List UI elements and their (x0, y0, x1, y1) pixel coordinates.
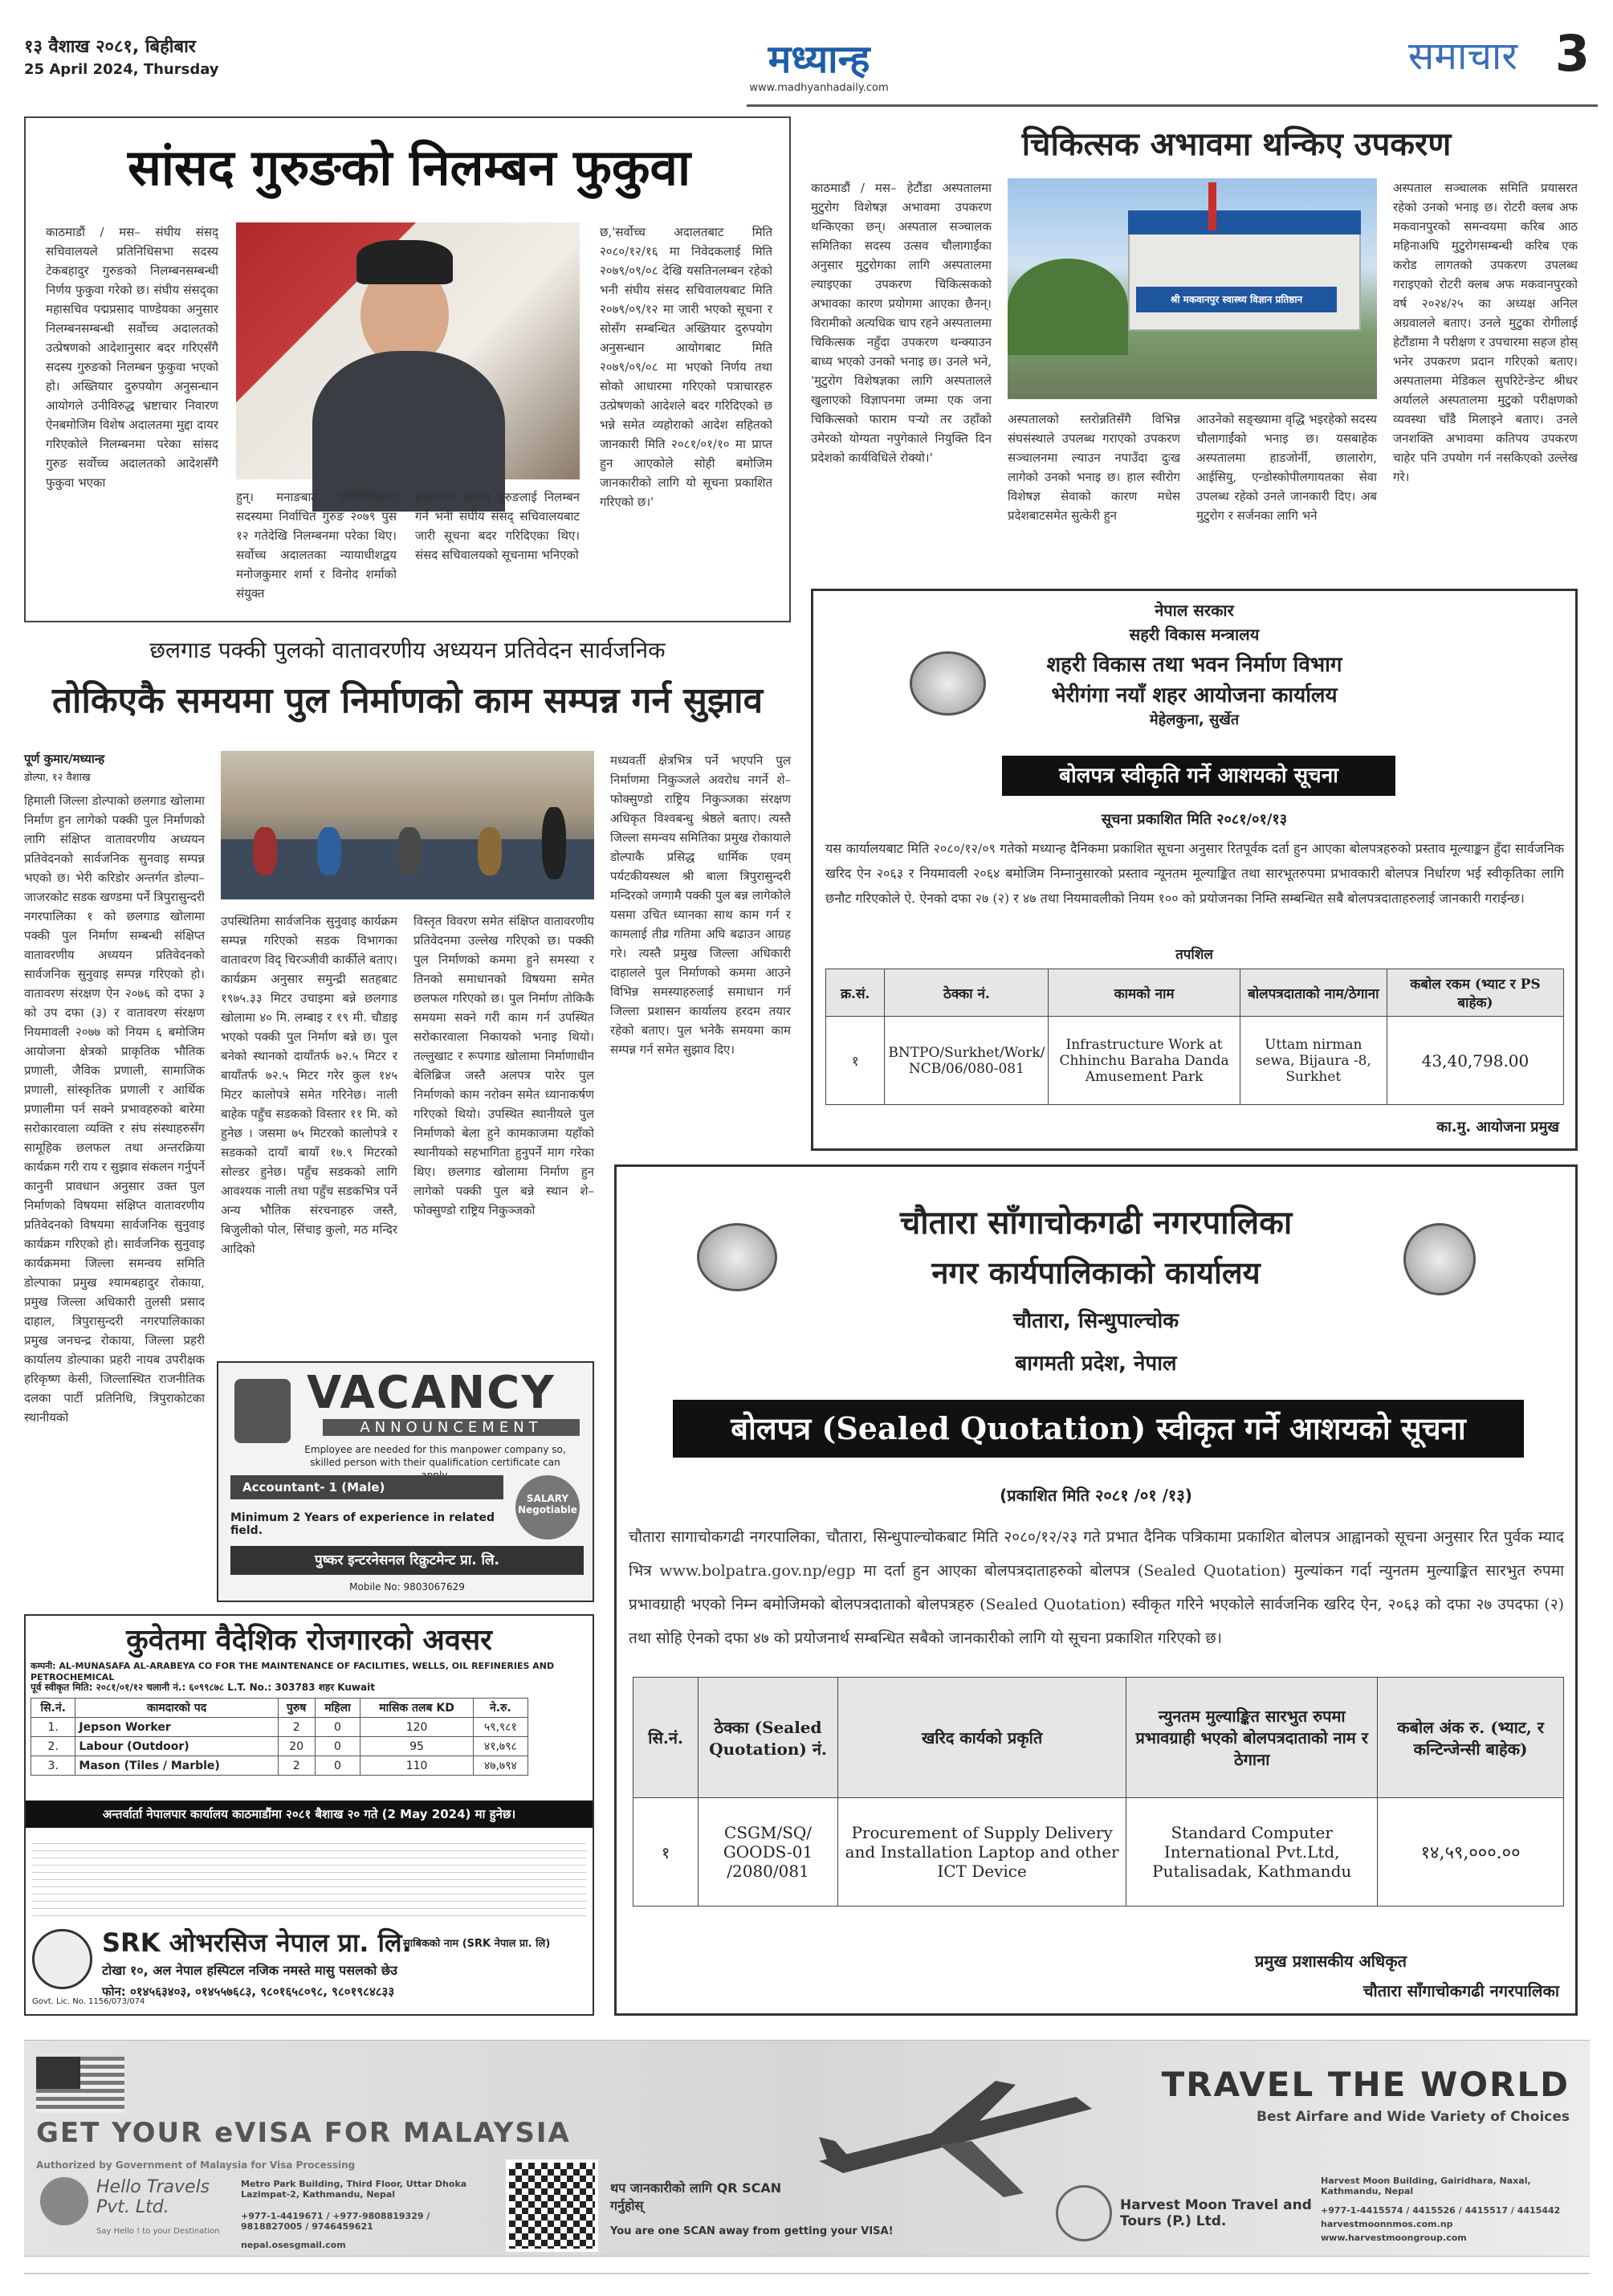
table-cell: 95 (360, 1737, 473, 1756)
article-column: अस्पताल सञ्चालक समिति प्रयासरत रहेको उनको भनाइ छ। रोटरी क्लब अफ मकवानपुरको समन्वयमा करिब आठ महिनाअघि मुटुरोगसम्बन्धी करिब एक करोड लागतको उपकरण उपलब्ध गराइएको रोटरी क्लब अफ मकवानपुरको वर्ष २०२४/२५ का अध्यक्ष अनिल अग्रवालले बताए। उनले मुटुका रोगीलाई हेटौंडामा नै परीक्षण र उपचारमा सहज होस् भनेर उपकरण प्रदान गरिएको बताए। अस्पतालमा मेडिकल सुपरिटेन्डेन्ट श्रीधर अर्यालले अस्पतालमा मुटुको परीक्षणको व्यवस्था चाँडै मिलाइने बताए। उनले जनशक्ति अभावमा कतिपय उपकरण चाहेर पनि उपयोग गर्न नसकिएको उल्लेख गरे। (1393, 181, 1578, 484)
vacancy-requirement: Minimum 2 Years of experience in related field. (230, 1511, 495, 1537)
page-number: 3 (1554, 24, 1590, 83)
tender-notice-chautara (614, 1164, 1578, 2016)
notice-line: नगर कार्यपालिकाको कार्यालय (931, 1254, 1261, 1291)
table-header: महिला (315, 1699, 360, 1718)
chair-icon (234, 1379, 291, 1443)
agency-alias: साबिकको नाम (SRK नेपाल प्रा. लि) (403, 1938, 551, 1950)
table-cell: १४,५९,०००.०० (1378, 1798, 1564, 1907)
table-cell: Procurement of Supply Delivery and Installation Laptop and other ICT Device (837, 1798, 1126, 1907)
table-cell: ४१,७९८ (473, 1737, 527, 1756)
table-header: खरिद कार्यको प्रकृति (837, 1678, 1126, 1798)
table-cell: १ (826, 1017, 885, 1105)
travel-world-headline: TRAVEL THE WORLD (1161, 2065, 1570, 2104)
table-cell: 0 (315, 1718, 360, 1737)
evisa-headline: GET YOUR eVISA FOR MALAYSIA (36, 2117, 571, 2149)
article-column: विस्तृत विवरण समेत संक्षिप्त वातावरणीय प्रतिवेदनमा उल्लेख गरिएको छ। पक्की पुल निर्माणको कममा हुने समस्या र तिनको समाधानको विषयमा समेत छलफल गरिएको छ। पुल निर्माण तोकिकै समयमा सक्ने गरी काम गर्न उपस्थित सरोकारवाला निकायको भनाइ थियो। तल्लुखाट र रूपगाड खोलामा निर्माणाधीन बेलिब्रिज जस्तै अलपत्र पारेर पुल निर्माणको काम नरोक्न समेत ध्यानाकर्षण गरिएको थियो। उपस्थित स्थानीयले पुल निर्माणको बेला हुने कामकाजमा यहाँको स्थानीयको सहभागिता हुनुपर्ने माग गरेका थिए। छलगाड खोलामा निर्माण हुन लागेको पक्की पुल बन्ने स्थान शे–फोक्सुण्डो राष्ट्रिय निकुञ्जको (413, 914, 594, 1217)
harvest-moon-name: Harvest Moon Travel and Tours (P.) Ltd. (1120, 2197, 1312, 2229)
table-cell: 2 (278, 1718, 315, 1737)
vacancy-position: Accountant- 1 (Male) (230, 1475, 503, 1499)
hello-travels-logo-icon (40, 2177, 88, 2225)
public-hearing-photo (221, 751, 594, 899)
kuwait-company: कम्पनी: AL-MUNASAFA AL-ARABEYA CO FOR THE MAINTENANCE OF FACILITIES, WELLS, OIL REFINERIES AND PETROCHEMICAL (31, 1661, 555, 1682)
notice-line: नेपाल सरकार (1155, 601, 1234, 620)
article-column: हिमाली जिल्ला डोल्पाको छलगाड खोलामा निर्माण हुन लागेको पक्की पुल निर्माणको लागि संक्षिप्त वातावरणीय अध्ययन प्रतिवेदनको सार्वजनिक सुनवाइ सम्पन्न भएको छ। भेरी करिडोर अन्तर्गत डोल्पा–जाजरकोट सडक खण्डमा पर्ने त्रिपुरासुन्दरी नगरपालिका १ को छलगाड खोलामा पक्की पुल निर्माण सम्बन्धी संक्षिप्त वातावरणीय अध्ययन प्रतिवेदनको सार्वजनिक सुनुवाइ सम्पन्न गरिएको हो। वातावरण संरक्षण ऐन २०७६ को दफा ३ को उप दफा (३) र वातावरण संरक्षण नियमावली २०७७ को नियम ६ बमोजिम आयोजना क्षेत्रको प्राकृतिक भौतिक प्रणाली, जैविक प्रणाली, सामाजिक प्रणाली, सांस्कृतिक प्रणाली र आर्थिक प्रणालीमा पर्न सक्ने प्रभावहरुको बारेमा सरोकारवाला व्यक्ति र संघ संस्थाहरुसँग सामूहिक छलफल तथा अन्तरक्रिया कार्यक्रम गरी राय र सुझाव संकलन गर्नुपर्ने कानुनी प्रावधान अनुसार उक्त पुल निर्माणको विषयमा संक्षिप्त वातावरणीय प्रतिवेदनको विषयमा सार्वजनिक सुनुवाइ कार्यक्रम गरिएको हो। सार्वजनिक सुनुवाइ कार्यक्रममा जिल्ला समन्वय समिति डोल्पाका प्रमुख श्यामबहादुर रोकाया, प्रमुख जिल्ला अधिकारी तुलसी प्रसाद दाहाल, त्रिपुरासुन्दरी नगरपालिकाका प्रमुख जनचन्द्र रोकाया, जिल्ला प्रहरी कार्यालय डोल्पाका प्रहरी नायब उपरीक्षक हरिकृष्ण केसी, जिल्लास्थित राजनीतिक दलका पार्टी प्रतिनिधि, त्रिपुराकोटका स्थानीयको (24, 793, 205, 1425)
newspaper-url[interactable]: www.madhyanhadaily.com (749, 82, 889, 94)
table-cell: 1. (31, 1718, 75, 1737)
article-byline: पूर्ण कुमार/मध्यान्ह (24, 752, 105, 766)
table-cell: 0 (315, 1737, 360, 1756)
notice-signature: चौतारा साँगाचोकगढी नगरपालिका (1362, 1981, 1559, 2000)
table-cell: Mason (Tiles / Marble) (75, 1756, 278, 1776)
evisa-authorized: Authorized by Government of Malaysia for Visa Processing (36, 2159, 356, 2171)
table-cell: 3. (31, 1756, 75, 1776)
agency-phone: फोन: ०१४५६३४०३, ०१४५५७६८३, ९८०१६५८०९८, ९८०१९८४८३३ (102, 1984, 395, 1999)
vacancy-subtitle: ANNOUNCEMENT (323, 1419, 580, 1436)
table-cell: 0 (315, 1756, 360, 1776)
notice-line: चौतारा साँगाचोकगढी नगरपालिका (899, 1204, 1293, 1242)
table-header: बोलपत्रदाताको नाम/ठेगाना (1240, 969, 1387, 1017)
article-dateline: डोल्पा, १२ वैशाख (24, 772, 91, 784)
agency-address: टोखा १०, अल नेपाल हस्पिटल नजिक नमस्ते मासु पसलको छेउ (102, 1963, 397, 1978)
notice-body: चौतारा सागाचोकगढी नगरपालिका, चौतारा, सिन्धुपाल्चोकबाट मिति २०८०/१२/२३ गते प्रभात दैनिक पत्रिकामा प्रकाशित बोलपत्र आह्वानको सूचना अनुसार रित पुर्वक म्याद भित्र www.bolpatra.gov.np/egp मा दर्ता हुन आएका बोलपत्रदाताहरुको बोलपत्र (Sealed Quotation) मुल्यांकन गर्दा न्युनतम मुल्याङ्कित सारभुत रुपमा प्रभावग्राही भएको निम्न बमोजिमको बोलपत्रदाताको बोलपत्रहरु (Sealed Quotation) स्वीकृत गरिने भएकोले सार्वजनिक खरिद ऐन, २०६३ को दफा २७ उपदफा (२) तथा सोहि ऐनको दफा ४७ को प्रयोजनार्थ सम्बन्धित सबैको जानकारीको लागि यो सूचना प्रकाशित गरिएको छ। (629, 1528, 1564, 1647)
airplane-icon (811, 2065, 1100, 2201)
travel-world-subtitle: Best Airfare and Wide Variety of Choices (1257, 2109, 1570, 2125)
notice-line: बागमती प्रदेश, नेपाल (1015, 1352, 1177, 1376)
salary-badge: SALARY Negotiable (515, 1475, 580, 1540)
table-cell: १ (633, 1798, 699, 1907)
table-header: कबोल रकम (भ्याट र PS बाहेक) (1387, 969, 1563, 1017)
article-column: उपस्थितिमा सार्वजनिक सुनुवाइ कार्यक्रम सम्पन्न गरिएको सडक विभागका वातावरण विद् चिरञ्जीवी कार्कीले बताए। कार्यक्रम अनुसार समुन्द्री सतहबाट १९७५.३३ मिटर उचाइमा बन्ने छलगाड खोलामा ४० मि. लम्बाइ र १९ मी. चौडाइ भएको पक्की पुल निर्माण बन्ने छ। पुल बनेको स्थानको दायाँतर्फ ७२.५ मिटर र बायाँतर्फ ७२.५ मिटर गरेर कुल १४५ मिटर कालोपत्रे समेत गरिनेछ। नाली बाहेक पहुँच सडकको विस्तार ११ मि. को हुनेछ । जसमा ७५ मिटरको कालोपत्रे र सडकको दायाँ बायाँ १७.९ मिटरको सोल्डर हुनेछ। पहुँच सडकको लागि आवश्यक नाली तथा पहुँच सडकभित्र पर्ने अन्य भौतिक संरचनाहरु जस्तै, बिजुलीको पोल, सिंचाइ कुलो, मठ मन्दिर आदिको (221, 914, 397, 1256)
harvest-moon-address: Harvest Moon Building, Gairidhara, Naxal, Kathmandu, Nepal (1321, 2176, 1531, 2196)
tender-notice-surkhet (811, 589, 1578, 1151)
article-kicker: छलगाड पक्की पुलको वातावरणीय अध्ययन प्रतिवेदन सार्वजनिक (149, 637, 666, 663)
hospital-photo (1008, 178, 1377, 399)
article-column: अस्पतालको स्तरोन्नतिसँगै विभिन्न संघसंस्थाले उपलब्ध गराएको उपकरण सञ्चालनमा ल्याउन नपाउँदा दुःख लागेको उनको भनाइ छ। हाल स्वीरोग विशेषज्ञ सेवाको कारण मधेस प्रदेशबाटसमेत सुत्केरी हुन (1008, 412, 1180, 523)
table-cell: 2 (278, 1756, 315, 1776)
header-rule (747, 104, 1598, 107)
table-cell: ४७,७९४ (473, 1756, 527, 1776)
article-headline: सांसद गुरुङको निलम्बन फुकुवा (127, 138, 691, 197)
table-header: कामको नाम (1049, 969, 1240, 1017)
notice-line: शहरी विकास तथा भवन निर्माण विभाग (1046, 653, 1342, 677)
table-cell: 110 (360, 1756, 473, 1776)
harvest-moon-email[interactable]: harvestmoonnmos.com.np (1321, 2219, 1453, 2229)
agency-name: SRK ओभरसिज नेपाल प्रा. लि. (102, 1927, 412, 1958)
table-cell: 2. (31, 1737, 75, 1756)
masthead (24, 24, 1590, 112)
article-column: काठमाडौं / मस– हेटौंडा अस्पतालमा मुटुरोग विशेषज्ञ अभावमा उपकरण थन्किएका छन्। अस्पताल सञ्चालक समितिका सदस्य उत्सव चौलागाईंका अनुसार मुटुरोगका लागि अस्पतालमा ल्याइएका उपकरण चिकित्सकको अभावका कारण प्रयोगमा आएका छैनन्। विरामीको अत्यधिक चाप रहने अस्पतालमा चिकित्सक नहुँदा उपकरण थन्क्याउन बाध्य भएको उनको भनाइ छ। उनले भने, 'मुटुरोग विशेषज्ञका लागि अस्पतालले खुलाएको विज्ञापनमा जम्मा एक जना चिकित्सको फाराम पऱ्यो तर उहाँको उमेरको योग्यता नपुगेकाले नियुक्ति दिन प्रदेशको कार्यविधिले रोक्यो।' (811, 181, 992, 465)
article-column: मध्यवर्ती क्षेत्रभित्र पर्ने भएपनि पुल निर्माणमा निकुञ्जले अवरोध नगर्ने शे–फोक्सुण्डो राष्ट्रिय निकुञ्जका संरक्षण अधिकृत विश्वबन्धु श्रेष्ठले बताए। त्यस्तै जिल्ला समन्वय समितिका प्रमुख रोकायाले डोल्पाकै प्रसिद्ध धार्मिक एवम् पर्यटकीयस्थल श्री बाला त्रिपुरासुन्दरी मन्दिरको जग्गामै पक्की पुल बन्न लागेकोले यसमा उचित ध्यानका साथ काम गर्न र कामलाई तीव्र गतिमा अघि बढाउन आग्रह गरे। त्यस्तै प्रमुख जिल्ला अधिकारी दाहालले पुल निर्माणको कममा आउने विभिन्न समस्याहरुलाई समाधान गर्न जिल्ला प्रशासन कार्यालय हरदम तयार रहेको बताए। पुल भनेकै समयमा काम सम्पन्न गर्न समेत सुझाव दिए। (610, 753, 791, 1057)
table-cell: ५९,९८१ (473, 1718, 527, 1737)
harvest-moon-phone: +977-1-4415574 / 4415526 / 4415517 / 4415442 (1321, 2205, 1561, 2216)
hello-travels-brand: Hello Travels Pvt. Ltd. (96, 2177, 210, 2217)
table-cell: 20 (278, 1737, 315, 1756)
table-header: सि.नं. (633, 1678, 699, 1798)
hello-travels-email: nepal.osesgmail.com (241, 2240, 346, 2250)
newspaper-logo: मध्यान्ह (768, 37, 870, 82)
kuwait-fine-print (32, 1837, 586, 1917)
vacancy-text: Employee are needed for this manpower company so, skilled person with their qualification certificate can (304, 1444, 566, 1468)
article-headline: चिकित्सक अभावमा थन्किए उपकरण (1021, 125, 1452, 163)
table-header: सि.नं. (31, 1699, 75, 1718)
notice-signature: प्रमुख प्रशासकीय अधिकृत (1255, 1951, 1407, 1971)
table-header: ने.रु. (473, 1699, 527, 1718)
notice-line: भेरीगंगा नयाँ शहर आयोजना कार्यालय (1051, 683, 1338, 708)
notice-title-bar: बोलपत्र (Sealed Quotation) स्वीकृत गर्ने आशयको सूचना (673, 1400, 1524, 1458)
travel-ad-band (24, 2040, 1590, 2257)
table-cell: 43,40,798.00 (1387, 1017, 1563, 1105)
notice-line: मेहेलकुना, सुर्खेत (1149, 712, 1240, 728)
article-column: काठमाडौं / मस– संघीय संसद् सचिवालयले प्रतिनिधिसभा सदस्य टेकबहादुर गुरुङको निलम्बनसम्बन्धी निर्णय फुकुवा गरेको छ। संघीय संसद्का महासचिव पद्मप्रसाद पाण्डेयका अनुसार निलम्बनसम्बन्धी सर्वोच्च अदालतको उत्प्रेषणको आदेशानुसार बदर गरिएसँगै सदस्य गुरुङको निलम्बन फुकुवा भएको हो। अख्तियार दुरुपयोग अनुसन्धान आयोगले उनीविरुद्ध भ्रष्टाचार निवारण ऐनबमोजिम विशेष अदालतमा मुद्दा दायर गरिएकोले निलम्बनमा परेका सांसद गुरुङ सर्वोच्च अदालतको आदेशसँगै फुकुवा भएका (46, 225, 218, 490)
table-header: ठेक्का (Sealed Quotation) नं. (699, 1678, 838, 1798)
vacancy-ad (217, 1361, 594, 1602)
table-cell: Jepson Worker (75, 1718, 278, 1737)
harvest-moon-logo-icon (1056, 2185, 1112, 2241)
notice-line: सहरी विकास मन्त्रालय (1129, 625, 1260, 644)
footer-rule (24, 2273, 1590, 2274)
article-column: हुन्। मनाङबाट प्रतिनिधिसभा सदस्यमा निर्वाचित गुरुङ २०७९ पुस १२ गतेदेखि निलम्बनमा परेका थिए। सर्वोच्च अदालतका न्यायाधीशद्वय मनोजकुमार शर्मा र विनोद शर्माको संयुक्त (236, 490, 397, 601)
vacancy-title: VACANCY (307, 1367, 556, 1419)
article-column: आउनेको सङ्ख्यामा वृद्धि भइरहेको सदस्य चौलागाईंको भनाइ छ। यसबाहेक अस्पतालमा हाडजोर्नी, छालारोग, आईसियु, एन्डोस्कोपीलगायतका सेवा उपलब्ध रहेको उनले जानकारी दिए। अब मुटुरोग र सर्जनका लागि भने (1196, 412, 1377, 523)
table-cell: CSGM/SQ/ GOODS-01 /2080/081 (699, 1798, 838, 1907)
notice-table (825, 969, 1564, 1105)
notice-title-bar: बोलपत्र स्वीकृति गर्ने आशयको सूचना (1002, 756, 1395, 796)
agency-logo-icon (32, 1929, 92, 1989)
hello-travels-tagline: Say Hello ! to your Destination (96, 2227, 220, 2236)
notice-table (633, 1677, 1564, 1907)
kuwait-interview: अन्तर्वार्ता नेपालपार कार्यालय काठमाडौंमा २०८१ बैशाख २० गते (2 May 2024) मा हुनेछ। (26, 1801, 593, 1828)
kuwait-job-ad (24, 1614, 594, 2016)
table-header: ठेक्का नं. (885, 969, 1049, 1017)
kuwait-title: कुवेतमा वैदेशिक रोजगारको अवसर (126, 1623, 492, 1657)
article-column: छ,'सर्वोच्च अदालतबाट मिति २०८०/१२/१६ मा निवेदकलाई मिति २०७९/०९/०८ देखि यसतिनलम्बन रहेको भनी संघीय संसद सचिवालयबाट मिति २०७९/०९/१२ मा जारी भएको सूचना र सोसँग सम्बन्धित अख्तियार दुरुपयोग अनुसन्धान आयोगबाट मिति २०७९/०९/०८ मा भएको निर्णय तथा सोको आधारमा गरिएको पत्राचारहरु उत्प्रेषणको आदेशले बदर गरिदिएको छ भन्ने समेत व्यहोराको आदेश सहितको जानकारी मिति २०८१/०१/१० मा प्राप्त हुन आएकोले सोही बमोजिम जानकारीको लागि यो सूचना प्रकाशित गरिएको छ।' (600, 225, 772, 509)
malaysia-flag-icon (36, 2057, 124, 2113)
agency-license: Govt. Lic. No. 1156/073/074 (32, 1997, 145, 2006)
table-header: क्र.सं. (826, 969, 885, 1017)
table-cell: Uttam nirman sewa, Bijaura -8, Surkhet (1240, 1017, 1387, 1105)
article-headline: तोकिएकै समयमा पुल निर्माणको काम सम्पन्न गर्न सुझाव (51, 680, 764, 721)
vacancy-mobile: Mobile No: 9803067629 (349, 1581, 465, 1593)
notice-body: यस कार्यालयबाट मिति २०८०/१२/०९ गतेको मध्यान्ह दैनिकमा प्रकाशित सूचना अनुसार रितपूर्वक दर्ता हुन आएका बोलपत्रहरुको प्रस्ताव मूल्याङ्कन हुँदा सार्वजनिक खरिद ऐन २०६३ र नियमावली २०६४ बमोजिम निम्नानुसारको प्रस्ताव न्यूनतम मूल्याङ्कित तथा सारभूतरुपमा प्रभावकारी बोलपत्र निर्धारण भई स्वीकृतिका लागि छनौट गरिएकोले ऐ. ऐनको दफा २७ (२) र ४७ तथा नियमावलीको नियम १०० को प्रयोजनका निम्ति सम्बन्धित सबै बोलपत्रदाताहरुलाई जानकारी गराईन्छ। (825, 841, 1564, 906)
table-header: कबोल अंक रु. (भ्याट, र कन्टिन्जेन्सी बाहेक) (1378, 1678, 1564, 1798)
table-cell: BNTPO/Surkhet/Work/ NCB/06/080-081 (885, 1017, 1049, 1105)
qr-code-icon[interactable] (506, 2159, 598, 2252)
table-cell: Standard Computer International Pvt.Ltd, Putalisadak, Kathmandu (1126, 1798, 1378, 1907)
hello-travels-phone: +977-1-4419671 / +977-9808819329 / 9818827005 / 9746459621 (241, 2211, 430, 2232)
notice-table-label: तपशिल (1175, 947, 1213, 963)
hello-travels-address: Metro Park Building, Third Floor, Uttar Dhoka Lazimpat-2, Kathmandu, Nepal (241, 2179, 467, 2200)
notice-publish-date: (प्रकाशित मिति २०८१ /०१ /१३) (1000, 1486, 1192, 1505)
section-label: समाचार (1407, 34, 1517, 79)
hospital-sign: श्री मकवानपुर स्वास्थ्य विज्ञान प्रतिष्ठान (1136, 287, 1337, 312)
qr-label: थप जानकारीको लागि QR SCAN गर्नुहोस् (610, 2180, 782, 2213)
table-header: न्युनतम मुल्याङ्कित सारभुत रुपमा प्रभावग्राही भएको बोलपत्रदाताको नाम र ठेगाना (1126, 1678, 1378, 1798)
harvest-moon-website[interactable]: www.harvestmoongroup.com (1321, 2233, 1467, 2243)
notice-signature: का.मु. आयोजना प्रमुख (1436, 1119, 1559, 1136)
table-header: कामदारको पद (75, 1699, 278, 1718)
vacancy-company: पुष्कर इन्टरनेसनल रिक्रुटमेन्ट प्रा. लि. (230, 1546, 584, 1575)
table-cell: 120 (360, 1718, 473, 1737)
table-cell: Labour (Outdoor) (75, 1737, 278, 1756)
table-header: पुरुष (278, 1699, 315, 1718)
kuwait-meta: पूर्व स्वीकृत मिति: २०८१/०१/१२ चलानी नं.: ६०९९८७८ L.T. No.: 303783 शहर Kuwait (31, 1682, 375, 1693)
article-column: इजलासले सांसद गुरुङलाई निलम्बन गर्ने भनी संघीय संसद् सचिवालयबाट जारी सूचना बदर गरिदिएका थिए। संसद सचिवालयको सूचनामा भनिएको (415, 490, 580, 562)
qr-tagline: You are one SCAN away from getting your VISA! (610, 2225, 894, 2237)
table-cell: Infrastructure Work at Chhinchu Baraha Danda Amusement Park (1049, 1017, 1240, 1105)
article-mp-suspension (24, 116, 791, 622)
date-nepali: १३ वैशाख २०८१, बिहीबार (24, 37, 196, 57)
mp-portrait-photo (236, 222, 580, 479)
notice-publish-date: सूचना प्रकाशित मिति २०८१/०१/१३ (1101, 811, 1288, 828)
notice-line: चौतारा, सिन्धुपाल्चोक (1012, 1309, 1179, 1333)
date-english: 25 April 2024, Thursday (24, 61, 219, 78)
table-header: मासिक तलब KD (360, 1699, 473, 1718)
kuwait-table (31, 1698, 528, 1776)
